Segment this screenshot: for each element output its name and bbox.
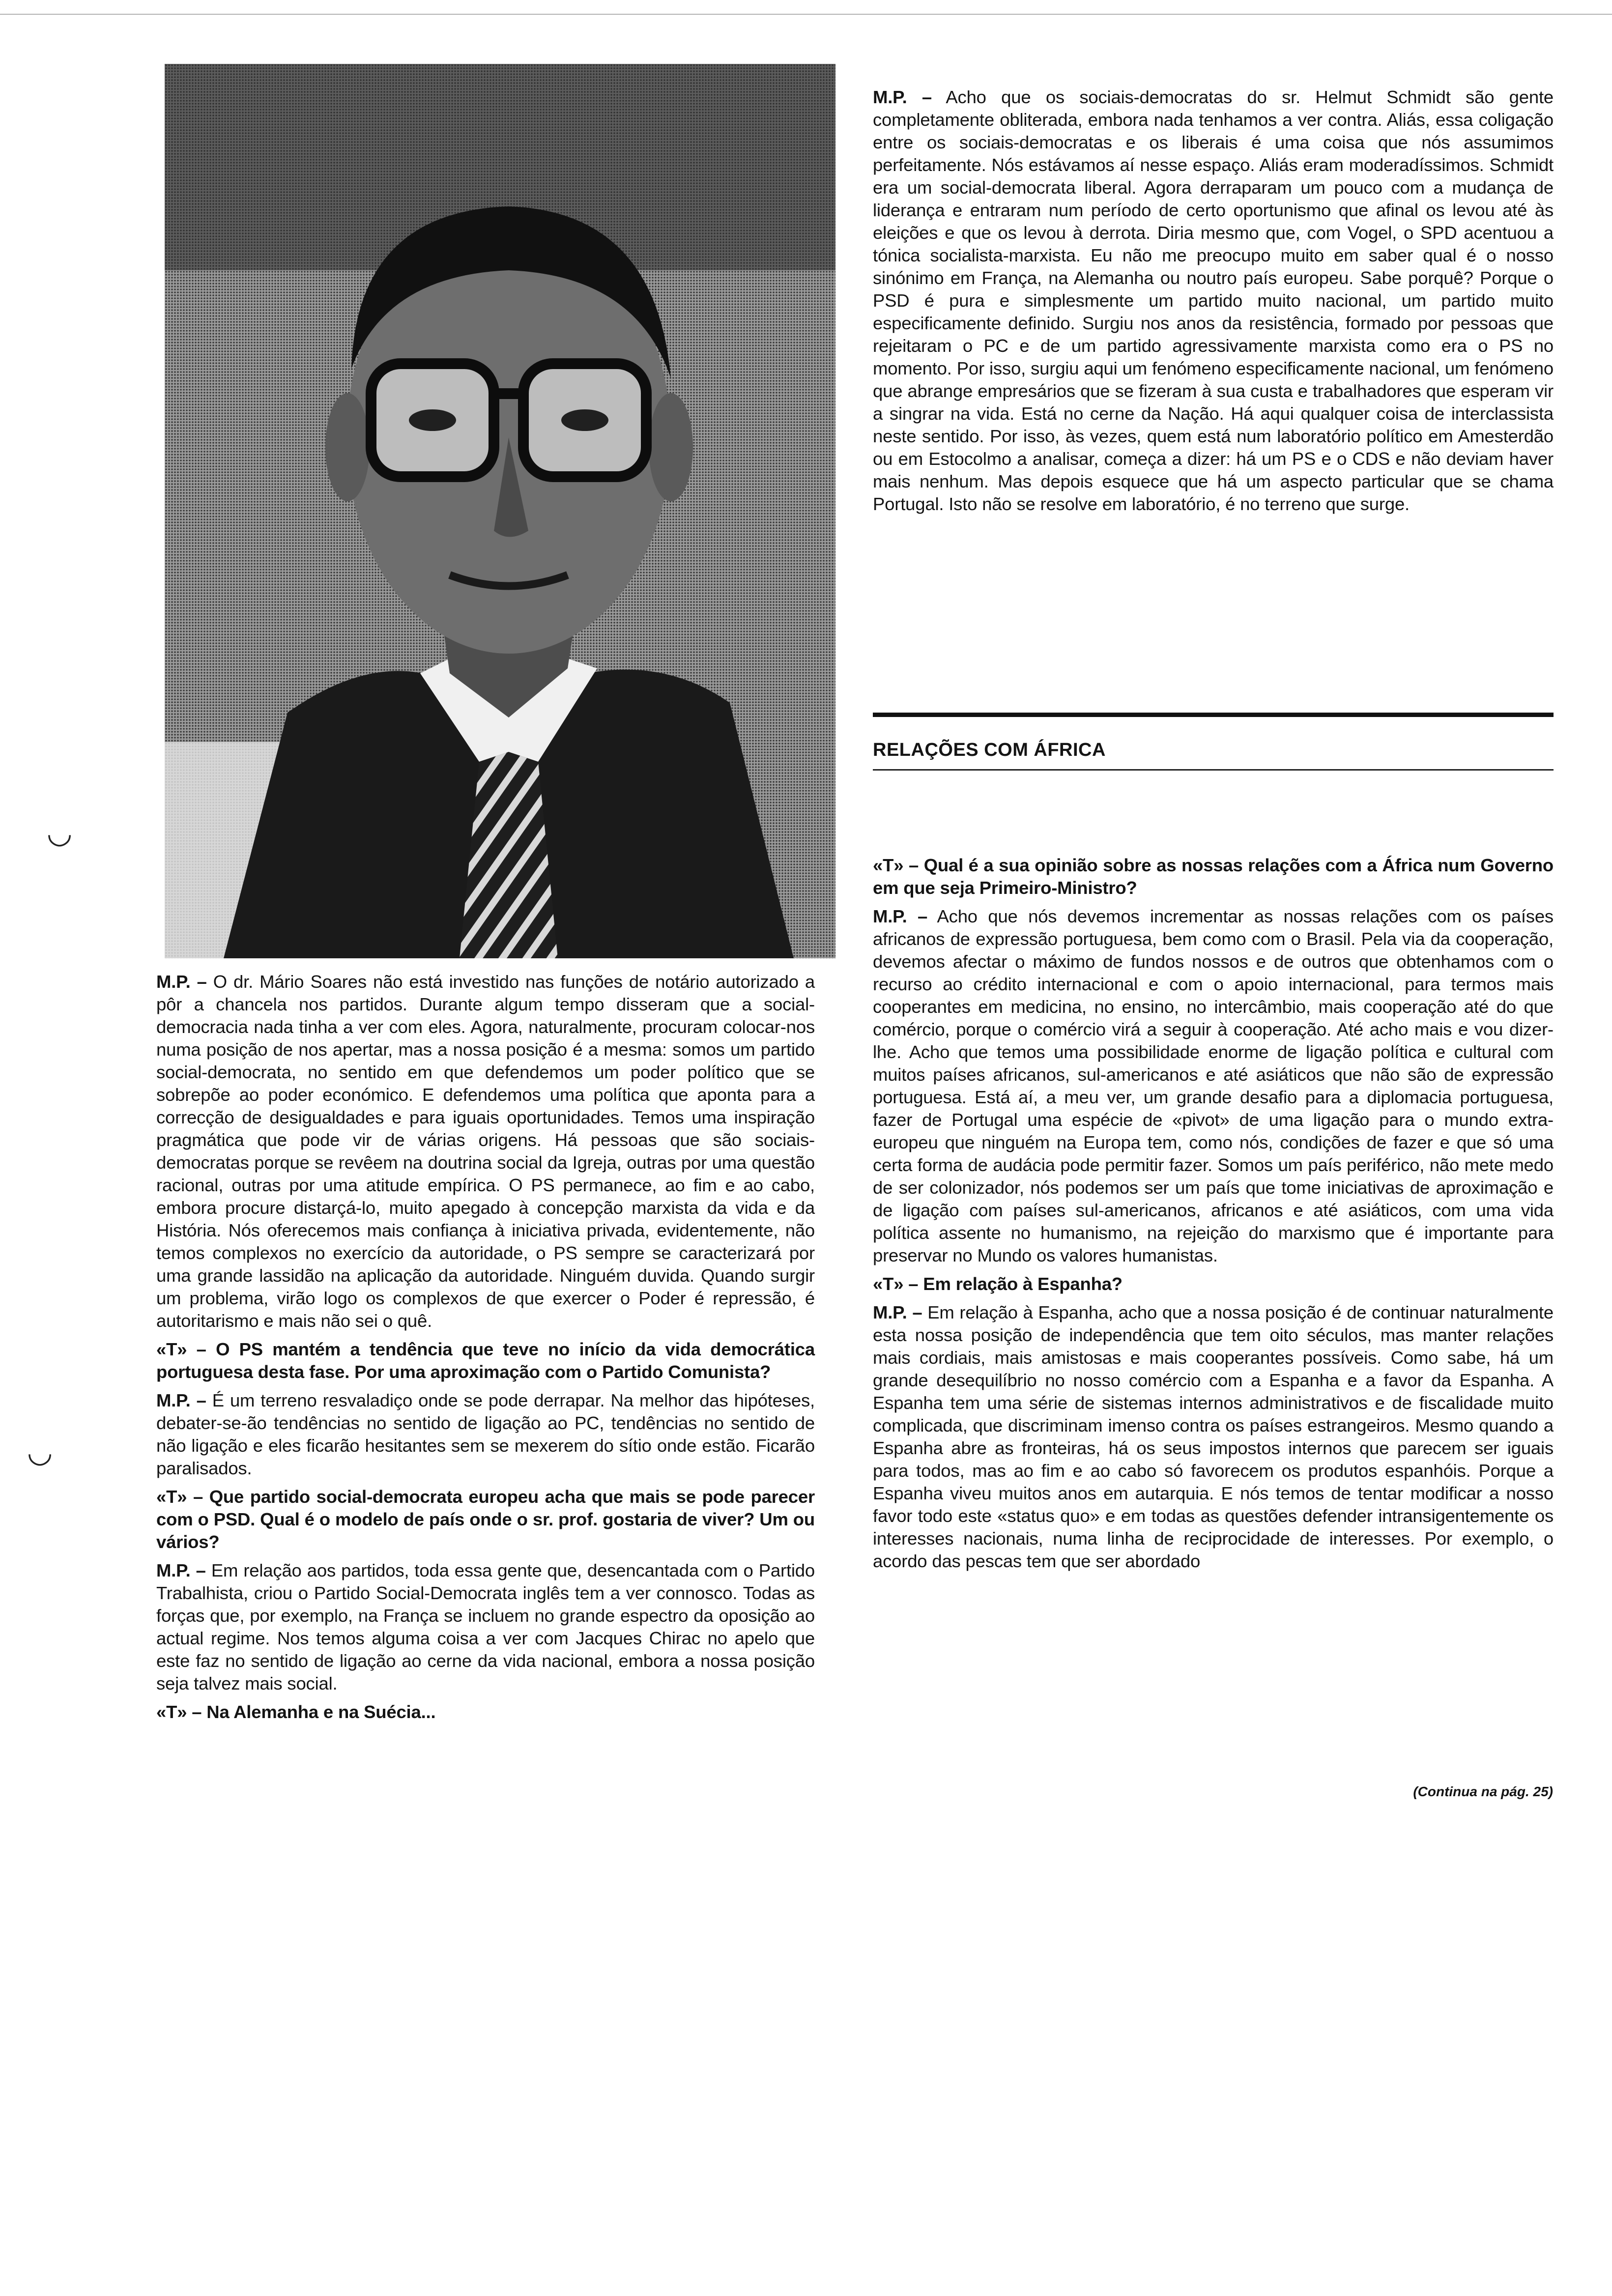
question: «T» – O PS mantém a tendência que teve no início da vida democrática portuguesa desta fase. Por uma aproximação com o Partido Comunista?	[156, 1339, 815, 1382]
paragraph: M.P. – Acho que nós devemos incrementar as nossas relações com os países africanos de expressão portuguesa, bem como com o Brasil. Pela via da cooperação, devemos afectar o máximo de fundos nossos e de outros que obtenhamos com o recurso ao crédito internacional e com o apoio internacional, para termos mais cooperantes em medicina, no ensino, no intercâmbio, mais cooperação até do que comércio, porque o comércio virá a seguir à cooperação. Até acho mais e vou dizer-lhe. Acho que temos uma possibilidade enorme de ligação política e cultural com muitos países africanos, sul-americanos e até asiáticos que não são de expressão portuguesa. Está aí, a meu ver, um grande desafio para a diplomacia portuguesa, fazer de Portugal uma espécie de «pivot» de uma ligação para o mundo extra-europeu que ninguém na Europa tem, como nós, condições de fazer e que só uma certa forma de audácia pode permitir fazer. Somos um país periférico, não mete medo de ser colonizador, nós podemos ser um país que tome iniciativas de aproximação e de ligação com países sul-americanos, africanos e até asiáticos, com uma vida política assente no humanismo, na rejeição do marxismo que é importante para preservar no Mundo os valores humanistas.	[873, 906, 1554, 1265]
portrait-photo-icon	[165, 64, 835, 958]
question: «T» – Em relação à Espanha?	[873, 1274, 1123, 1294]
paragraph: M.P. – O dr. Mário Soares não está investido nas funções de notário autorizado a pôr a chancela nos partidos. Durante algum tempo disseram que a social-democracia nada tinha a ver com eles. Agora, naturalmente, procuram colocar-nos numa posição de nos apertar, mas a nossa posição é a mesma: somos um partido social-democrata, no sentido em que defendemos um poder político que se sobrepõe ao poder económico. E defendemos uma política que aponta para a correcção de desigualdades e para iguais oportunidades. Temos uma inspiração pragmática que pode vir de várias origens. Há pessoas que são sociais-democratas porque se revêem na doutrina social da Igreja, outras por uma questão racional, outras por uma atitude empírica. O PS permanece, ao fim e ao cabo, embora procure distarçá-lo, muito apegado à concepção marxista da vida e da História. Nós oferecemos mais confiança à iniciativa privada, evidentemente, não temos complexos no exercício da autoridade, o PS sempre se caracterizará por uma grande lassidão na aplicação da autoridade. Ninguém duvida. Quando surgir um problema, virão logo os complexos de que exercer o Poder é repressão, é autoritarismo e mais não sei o quê.	[156, 972, 815, 1331]
paragraph: M.P. – Em relação à Espanha, acho que a nossa posição é de continuar naturalmente esta nossa posição de independência que tem oito séculos, mas manter relações mais cordiais, mais amistosas e mais cooperantes possíveis. Como sabe, há um grande desequilíbrio no nosso comércio com a Espanha e a favor da Espanha. A Espanha tem uma série de sistemas internos administrativos e de fiscalidade muito complicada, que discriminam imenso contra os países estrangeiros. Mesmo quando a Espanha abre as fronteiras, há os seus impostos internos que parecem ser iguais para todos, mas ao fim e ao cabo só favorecem os produtos espanhóis. Porque a Espanha viveu muitos anos em autarquia. E nós temos de tentar modificar a nosso favor todo este «status quo» e em todas as questões defender intransigentemente os interesses nacionais, numa linha de reciprocidade de interesses. Por exemplo, o acordo das pescas tem que ser abordado	[873, 1302, 1554, 1571]
right-column	[873, 86, 1554, 521]
section-rule	[873, 713, 1554, 717]
left-column	[156, 971, 815, 1729]
question: «T» – Que partido social-democrata europeu acha que mais se pode parecer com o PSD. Qual é o modelo de país onde o sr. prof. gostaria de viver? Um ou vários?	[156, 1487, 815, 1552]
portrait-photo	[165, 64, 835, 958]
section-heading: RELAÇÕES COM ÁFRICA	[873, 740, 1106, 760]
binding-mark-icon: ◡	[27, 1435, 53, 1469]
binding-mark-icon: ◡	[47, 816, 73, 850]
continued-note: (Continua na pág. 25)	[1413, 1784, 1553, 1799]
question: «T» – Na Alemanha e na Suécia...	[156, 1702, 436, 1722]
paragraph: M.P. – Em relação aos partidos, toda essa gente que, desencantada com o Partido Trabalhista, criou o Partido Social-Democrata inglês tem a ver connosco. Todas as forças que, por exemplo, na França se incluem no grande espectro da oposição ao actual regime. Nos temos alguma coisa a ver com Jacques Chirac no apelo que este faz no sentido de ligação ao cerne da vida nacional, embora a nossa posição seja talvez mais social.	[156, 1560, 815, 1693]
scan-edge-line	[0, 14, 1612, 15]
right-column-section	[873, 854, 1554, 1578]
question: «T» – Qual é a sua opinião sobre as nossas relações com a África num Governo em que seja Primeiro-Ministro?	[873, 855, 1554, 898]
paragraph: M.P. – É um terreno resvaladiço onde se pode derrapar. Na melhor das hipóteses, debater-se-ão tendências no sentido de ligação ao PC, tendências no sentido de não ligação e eles ficarão hesitantes sem se mexerem do sítio onde estão. Ficarão paralisados.	[156, 1390, 815, 1478]
paragraph: M.P. – Acho que os sociais-democratas do sr. Helmut Schmidt são gente completamente obliterada, embora nada tenhamos a ver contra. Aliás, essa coligação entre os sociais-democratas e os liberais é uma coisa que nós assumimos perfeitamente. Nós estávamos aí nesse espaço. Aliás eram moderadíssimos. Schmidt era um social-democrata liberal. Agora derraparam um pouco com a mudança de liderança e entraram num período de certo oportunismo que afinal os levou até às eleições e que os levou à derrota. Diria mesmo que, com Vogel, o SPD acentuou a tónica socialista-marxista. Eu não me preocupo muito em saber qual é o nosso sinónimo em França, na Alemanha ou noutro país europeu. Sabe porquê? Porque o PSD é pura e simplesmente um partido muito nacional, um partido muito especificamente definido. Surgiu nos anos da resistência, formado por pessoas que rejeitaram o PC e de um partido agressivamente marxista como era o PS no momento. Por isso, surgiu aqui um fenómeno especificamente nacional, um fenómeno que abrange empresários que se fizeram à sua custa e trabalhadores que esperam vir a singrar na vida. Está no cerne da Nação. Há aqui qualquer coisa de interclassista neste sentido. Por isso, às vezes, quem está num laboratório político em Amesterdão ou em Estocolmo a analisar, começa a dizer: há um PS e o CDS e não deviam haver mais nenhum. Mas depois esquece que há um aspecto particular que se chama Portugal. Isto não se resolve em laboratório, é no terreno que surge.	[873, 87, 1554, 514]
section-underline	[873, 769, 1554, 771]
